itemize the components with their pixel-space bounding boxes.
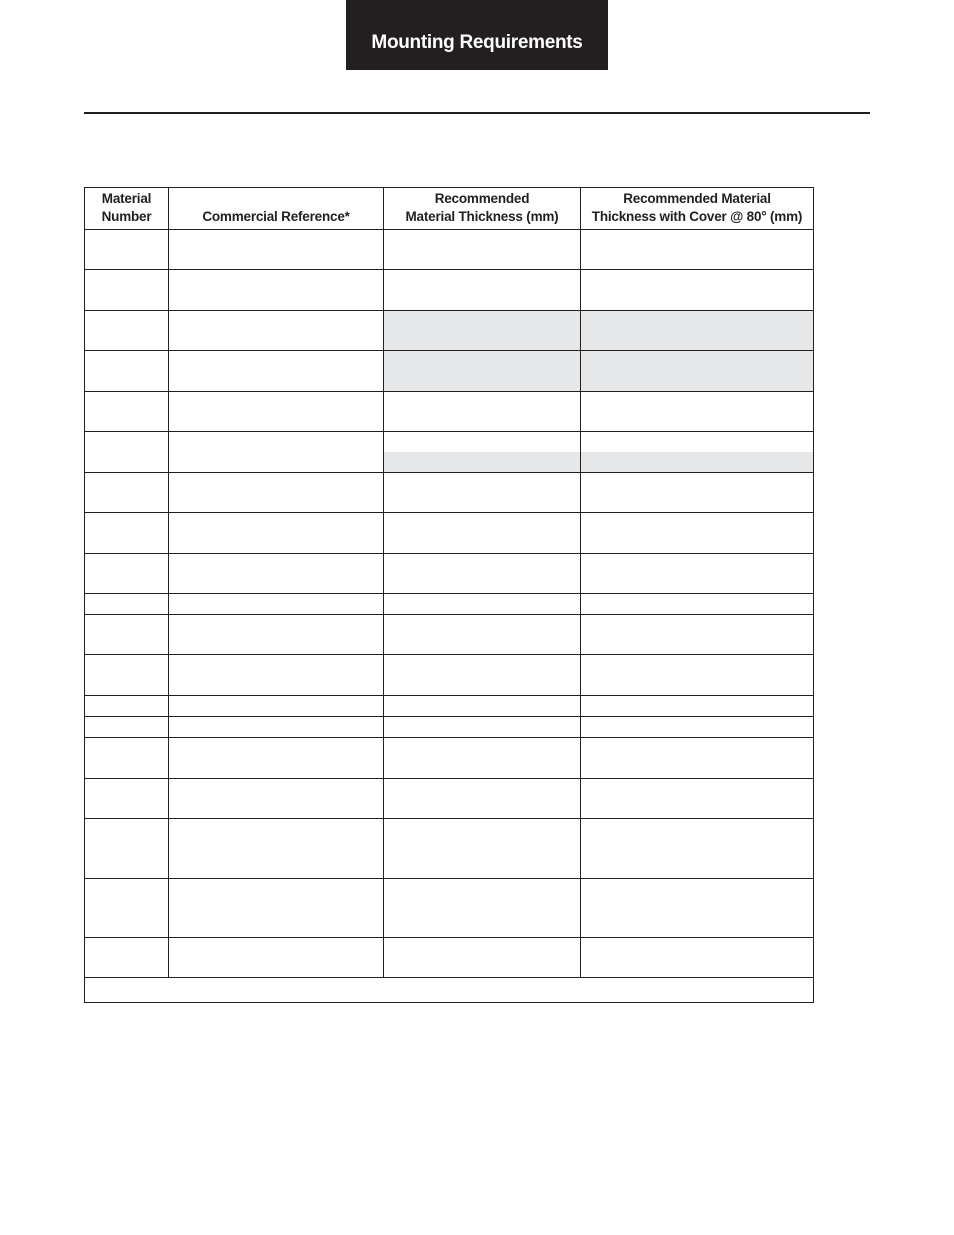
column-header-thickness-with-cover: Recommended Material Thickness with Cover @ 80° (mm) [581, 188, 814, 230]
cell-material-number [85, 696, 169, 717]
page-title: Mounting Requirements [371, 32, 583, 53]
table-row [85, 432, 814, 473]
table-row [85, 392, 814, 432]
cell-thickness-with-cover [581, 655, 814, 696]
table-footer-row [85, 978, 814, 1003]
cell-commercial-reference [169, 392, 384, 432]
cell-material-number [85, 879, 169, 938]
cell-thickness-with-cover [581, 879, 814, 938]
cell-material-thickness [384, 879, 581, 938]
cell-thickness-with-cover [581, 432, 814, 473]
cell-material-number [85, 392, 169, 432]
column-header-commercial-reference: Commercial Reference* [169, 188, 384, 230]
cell-commercial-reference [169, 615, 384, 655]
cell-commercial-reference [169, 819, 384, 879]
cell-thickness-with-cover [581, 513, 814, 554]
column-header-material-thickness: Recommended Material Thickness (mm) [384, 188, 581, 230]
column-header-material-number: Material Number [85, 188, 169, 230]
cell-material-thickness [384, 819, 581, 879]
cell-material-number [85, 554, 169, 594]
cell-material-number [85, 351, 169, 392]
cell-material-number [85, 717, 169, 738]
cell-material-thickness [384, 554, 581, 594]
cell-material-number [85, 311, 169, 351]
table-body [85, 230, 814, 978]
cell-thickness-with-cover [581, 717, 814, 738]
table-row [85, 473, 814, 513]
cell-commercial-reference [169, 432, 384, 473]
cell-material-thickness [384, 473, 581, 513]
cell-material-thickness [384, 230, 581, 270]
cell-commercial-reference [169, 311, 384, 351]
cell-commercial-reference [169, 554, 384, 594]
cell-material-number [85, 615, 169, 655]
cell-material-number [85, 779, 169, 819]
cell-thickness-with-cover [581, 473, 814, 513]
cell-commercial-reference [169, 938, 384, 978]
cell-material-number [85, 473, 169, 513]
table-row [85, 513, 814, 554]
mounting-requirements-table [84, 187, 814, 1003]
cell-thickness-with-cover [581, 779, 814, 819]
cell-thickness-with-cover [581, 738, 814, 779]
cell-material-thickness [384, 655, 581, 696]
cell-material-number [85, 270, 169, 311]
table-row [85, 554, 814, 594]
cell-material-thickness [384, 311, 581, 351]
table-row [85, 230, 814, 270]
cell-commercial-reference [169, 594, 384, 615]
cell-thickness-with-cover [581, 938, 814, 978]
cell-material-thickness [384, 717, 581, 738]
cell-thickness-with-cover [581, 819, 814, 879]
cell-commercial-reference [169, 696, 384, 717]
cell-commercial-reference [169, 655, 384, 696]
table-row [85, 270, 814, 311]
cell-material-thickness [384, 938, 581, 978]
cell-material-thickness [384, 594, 581, 615]
cell-commercial-reference [169, 717, 384, 738]
mounting-table-container [84, 187, 814, 1003]
cell-material-number [85, 594, 169, 615]
cell-thickness-with-cover [581, 696, 814, 717]
table-row [85, 311, 814, 351]
cell-commercial-reference [169, 351, 384, 392]
table-row [85, 615, 814, 655]
cell-thickness-with-cover [581, 311, 814, 351]
table-row [85, 717, 814, 738]
cell-thickness-with-cover [581, 554, 814, 594]
cell-material-thickness [384, 513, 581, 554]
cell-material-thickness [384, 270, 581, 311]
cell-commercial-reference [169, 779, 384, 819]
header-rule [84, 112, 870, 114]
cell-commercial-reference [169, 230, 384, 270]
cell-material-thickness [384, 696, 581, 717]
cell-commercial-reference [169, 738, 384, 779]
cell-thickness-with-cover [581, 351, 814, 392]
page-title-tab [346, 0, 608, 70]
table-row [85, 738, 814, 779]
cell-material-thickness [384, 392, 581, 432]
cell-material-number [85, 655, 169, 696]
cell-thickness-with-cover [581, 392, 814, 432]
table-header-row [85, 188, 814, 230]
cell-material-number [85, 230, 169, 270]
cell-thickness-with-cover [581, 615, 814, 655]
table-row [85, 879, 814, 938]
cell-material-thickness [384, 432, 581, 473]
cell-commercial-reference [169, 473, 384, 513]
cell-material-number [85, 819, 169, 879]
cell-commercial-reference [169, 513, 384, 554]
cell-material-thickness [384, 738, 581, 779]
table-row [85, 655, 814, 696]
table-row [85, 938, 814, 978]
cell-material-thickness [384, 615, 581, 655]
table-row [85, 696, 814, 717]
cell-material-number [85, 513, 169, 554]
cell-commercial-reference [169, 879, 384, 938]
cell-thickness-with-cover [581, 270, 814, 311]
table-row [85, 594, 814, 615]
cell-commercial-reference [169, 270, 384, 311]
cell-material-thickness [384, 779, 581, 819]
cell-material-number [85, 938, 169, 978]
cell-thickness-with-cover [581, 230, 814, 270]
cell-material-thickness [384, 351, 581, 392]
table-row [85, 819, 814, 879]
table-row [85, 351, 814, 392]
table-row [85, 779, 814, 819]
cell-thickness-with-cover [581, 594, 814, 615]
cell-material-number [85, 432, 169, 473]
table-footnote [85, 978, 814, 1003]
cell-material-number [85, 738, 169, 779]
